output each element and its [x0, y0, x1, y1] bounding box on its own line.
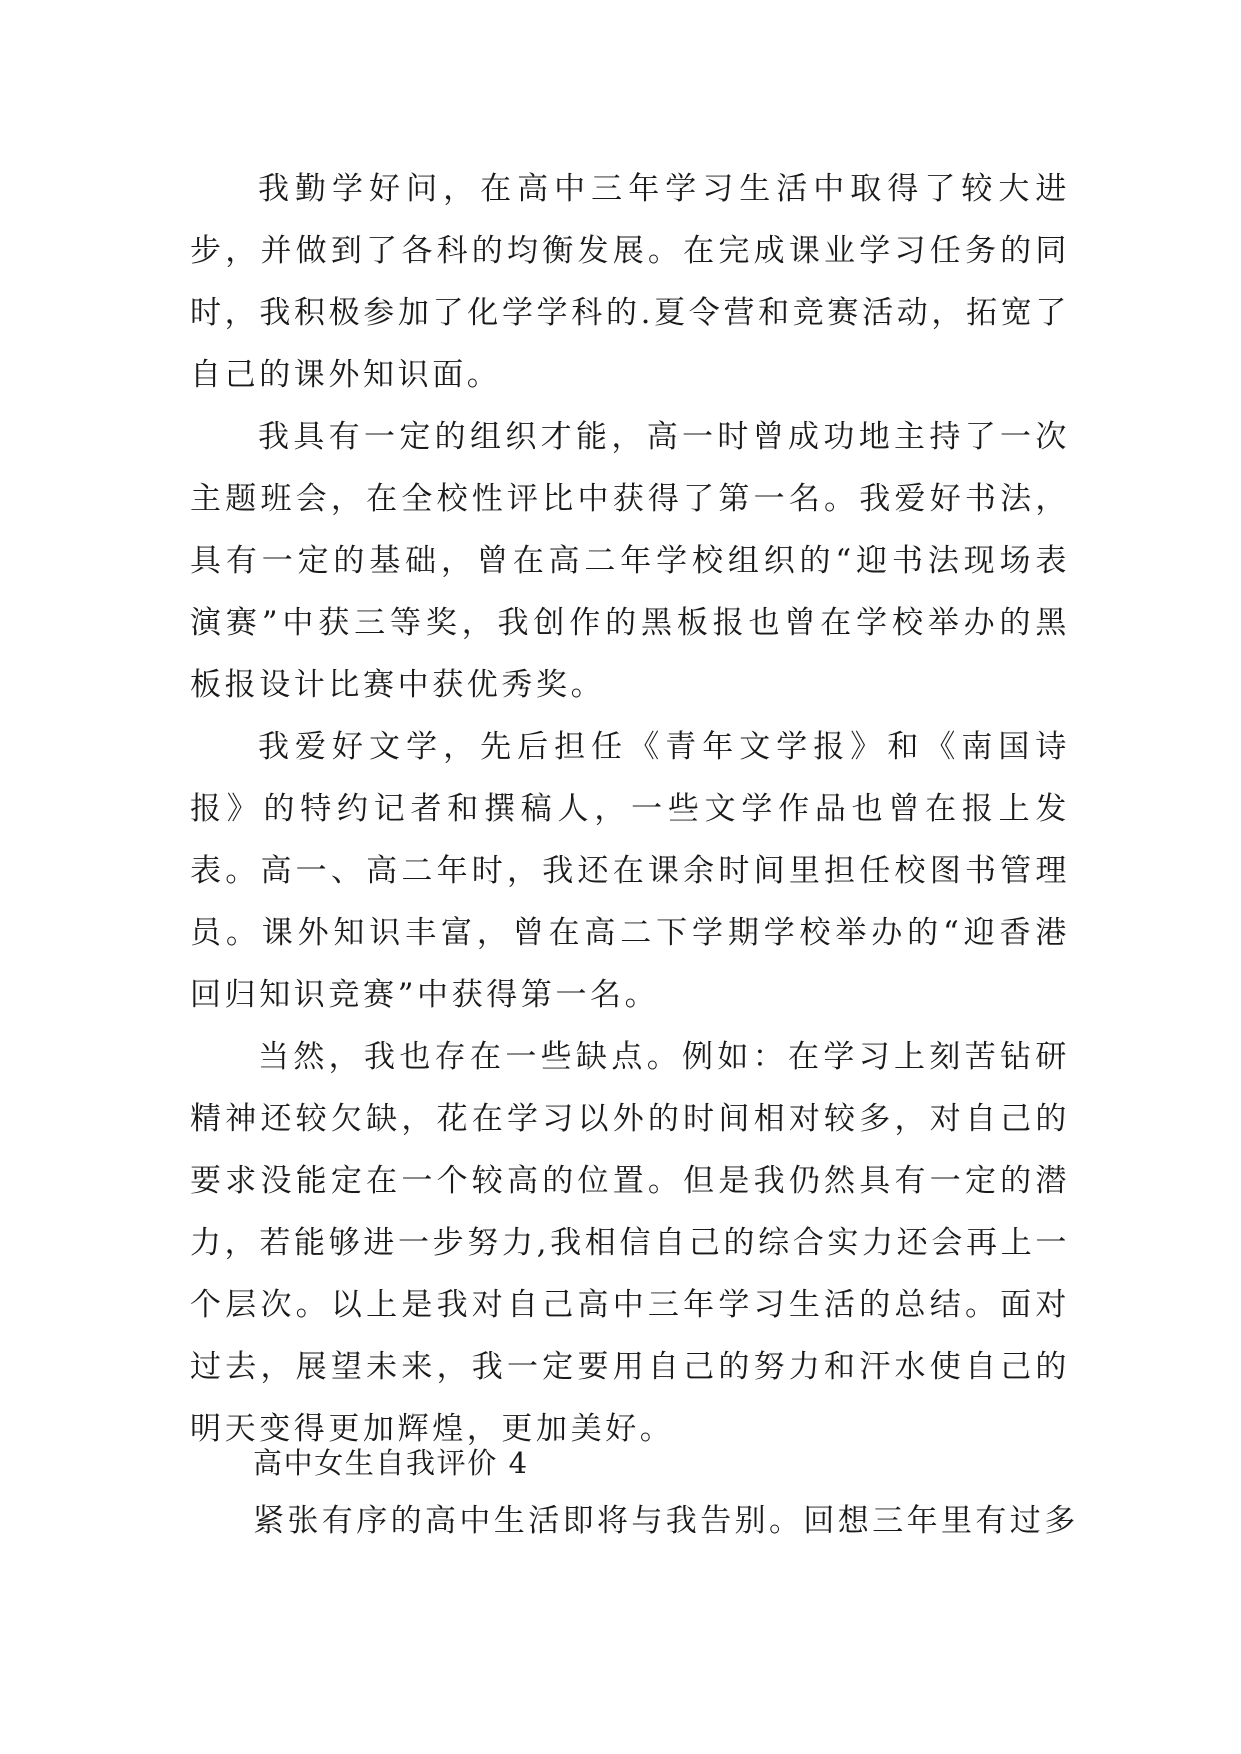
paragraph-next-section: 紧张有序的高中生活即将与我告别。回想三年里有过多	[253, 1503, 1079, 1539]
paragraph-organization: 我具有一定的组织才能，高一时曾成功地主持了一次主题班会，在全校性评比中获得了第一名。我爱好书法，具有一定的基础，曾在高二年学校组织的“迎书法现场表演赛”中获三等奖，我创作的黑板报也曾在学校举办的黑板报设计比赛中获优秀奖。	[190, 419, 1070, 703]
document-body	[190, 158, 1070, 1460]
paragraph-study: 我勤学好问，在高中三年学习生活中取得了较大进步，并做到了各科的均衡发展。在完成课业学习任务的同时，我积极参加了化学学科的.夏令营和竞赛活动，拓宽了自己的课外知识面。	[190, 171, 1070, 393]
paragraph-shortcomings: 当然，我也存在一些缺点。例如：在学习上刻苦钻研精神还较欠缺，花在学习以外的时间相对较多，对自己的要求没能定在一个较高的位置。但是我仍然具有一定的潜力，若能够进一步努力,我相信自己的综合实力还会再上一个层次。以上是我对自己高中三年学习生活的总结。面对过去，展望未来，我一定要用自己的努力和汗水使自己的明天变得更加辉煌，更加美好。	[190, 1039, 1070, 1447]
paragraph-literature: 我爱好文学，先后担任《青年文学报》和《南国诗报》的特约记者和撰稿人，一些文学作品也曾在报上发表。高一、高二年时，我还在课余时间里担任校图书管理员。课外知识丰富，曾在高二下学期学校举办的“迎香港回归知识竞赛”中获得第一名。	[190, 729, 1070, 1013]
section-heading: 高中女生自我评价 4	[253, 1446, 529, 1480]
